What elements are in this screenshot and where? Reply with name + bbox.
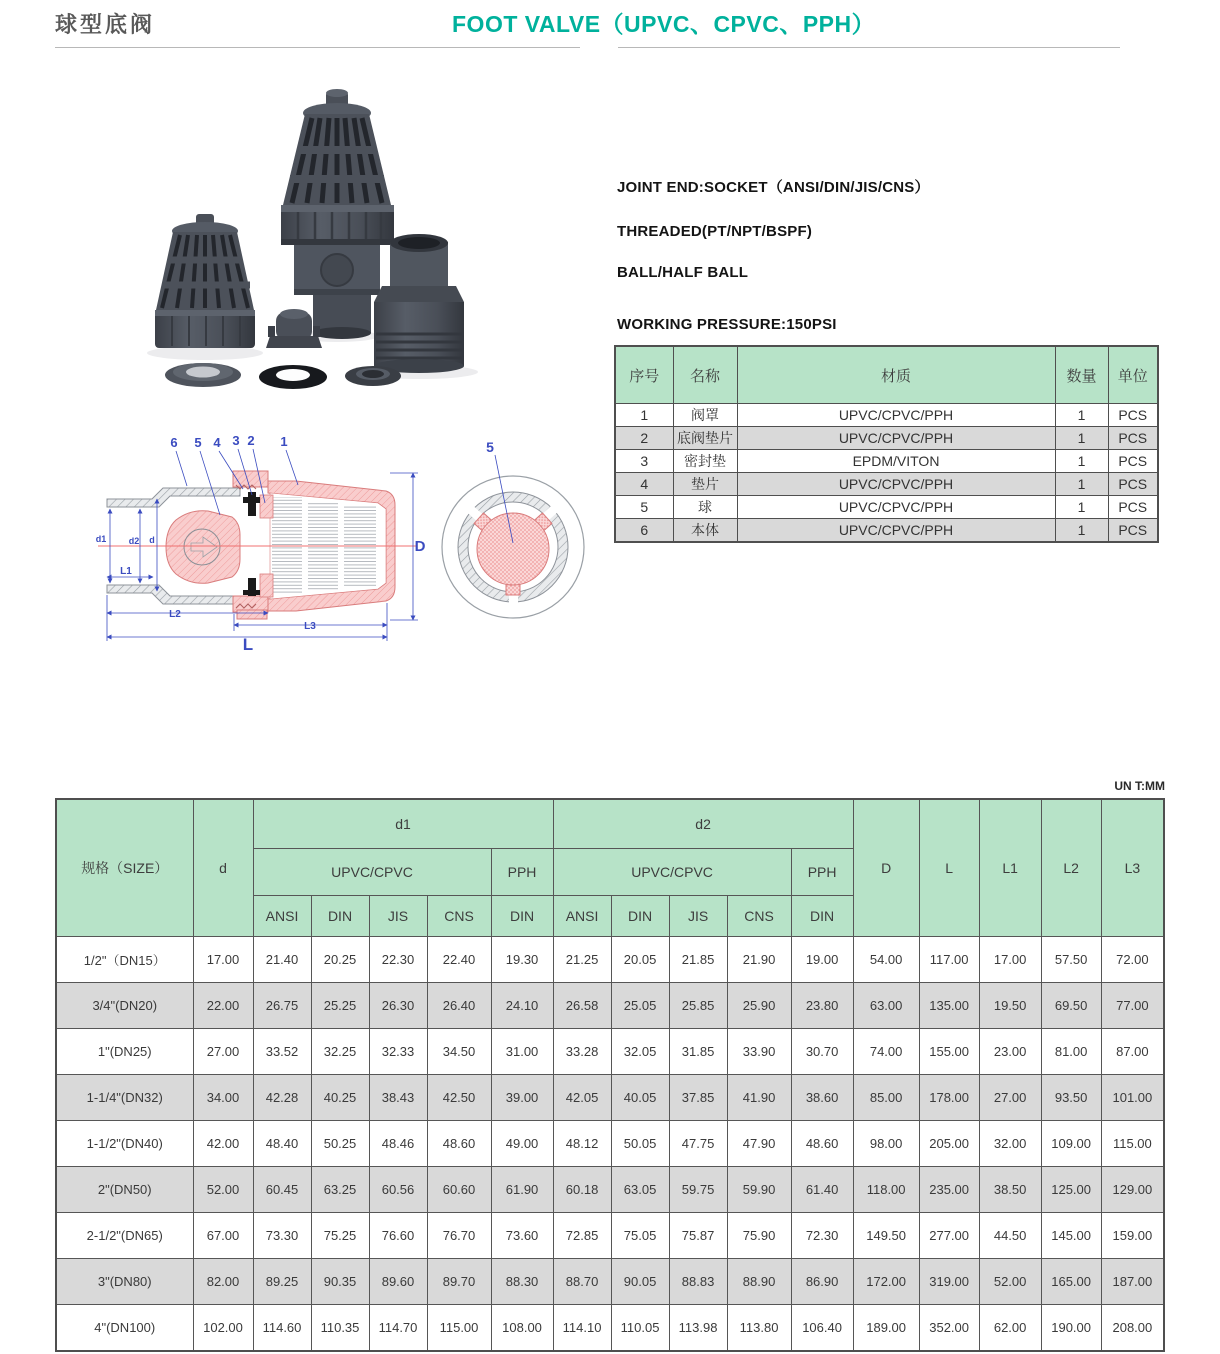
dim-value-cell: 19.00: [791, 937, 853, 983]
dim-label-L: L: [242, 635, 254, 654]
seal-parts: [243, 492, 273, 597]
dim-value-cell: 24.10: [491, 983, 553, 1029]
dim-size-cell: 4"(DN100): [56, 1305, 193, 1352]
dim-value-cell: 59.75: [669, 1167, 727, 1213]
dim-value-cell: 26.75: [253, 983, 311, 1029]
dim-value-cell: 118.00: [853, 1167, 919, 1213]
dim-header-std: DIN: [491, 896, 553, 937]
dim-value-cell: 17.00: [979, 937, 1041, 983]
dim-table-row: [56, 1029, 1164, 1075]
parts-table-cell: 1: [1055, 519, 1108, 543]
dim-value-cell: 113.80: [727, 1305, 791, 1352]
dim-value-cell: 32.05: [611, 1029, 669, 1075]
dim-header-pph-2: PPH: [791, 849, 853, 896]
parts-table-cell: 本体: [673, 519, 737, 543]
dim-value-cell: 110.05: [611, 1305, 669, 1352]
dim-table-row: [56, 937, 1164, 983]
dim-value-cell: 52.00: [979, 1259, 1041, 1305]
dim-header-std: ANSI: [253, 896, 311, 937]
dim-value-cell: 110.35: [311, 1305, 369, 1352]
parts-table-cell: UPVC/CPVC/PPH: [737, 496, 1055, 519]
dim-value-cell: 62.00: [979, 1305, 1041, 1352]
photo-left-strainer: [155, 214, 255, 348]
dim-table-row: [56, 1213, 1164, 1259]
dim-header-upvc-2: UPVC/CPVC: [553, 849, 791, 896]
dim-value-cell: 60.60: [427, 1167, 491, 1213]
parts-header-name: 名称: [673, 346, 737, 404]
dim-value-cell: 26.30: [369, 983, 427, 1029]
dim-table-row: [56, 983, 1164, 1029]
dim-value-cell: 19.30: [491, 937, 553, 983]
parts-table-cell: PCS: [1108, 496, 1158, 519]
dim-value-cell: 42.05: [553, 1075, 611, 1121]
dimensions-table: [55, 798, 1165, 1352]
dim-value-cell: 32.25: [311, 1029, 369, 1075]
end-view: [442, 439, 584, 618]
dim-value-cell: 88.30: [491, 1259, 553, 1305]
dim-value-cell: 75.90: [727, 1213, 791, 1259]
dim-value-cell: 42.28: [253, 1075, 311, 1121]
parts-table-cell: EPDM/VITON: [737, 450, 1055, 473]
dim-value-cell: 48.40: [253, 1121, 311, 1167]
dim-value-cell: 48.12: [553, 1121, 611, 1167]
dim-header-L1: L1: [979, 799, 1041, 937]
dim-size-cell: 1-1/2"(DN40): [56, 1121, 193, 1167]
dim-value-cell: 21.40: [253, 937, 311, 983]
dim-header-size: 规格（SIZE）: [56, 799, 193, 937]
parts-table-row: [615, 473, 1158, 496]
dim-value-cell: 25.90: [727, 983, 791, 1029]
dim-value-cell: 85.00: [853, 1075, 919, 1121]
dim-value-cell: 22.30: [369, 937, 427, 983]
dim-table-row: [56, 1305, 1164, 1352]
dim-value-cell: 159.00: [1101, 1213, 1164, 1259]
part-label: 2: [247, 433, 255, 448]
dim-value-cell: 50.25: [311, 1121, 369, 1167]
parts-table-cell: 1: [1055, 496, 1108, 519]
dim-value-cell: 23.00: [979, 1029, 1041, 1075]
parts-table-cell: 底阀垫片: [673, 427, 737, 450]
dim-header-std: CNS: [427, 896, 491, 937]
dim-value-cell: 59.90: [727, 1167, 791, 1213]
dim-table-row: [56, 1259, 1164, 1305]
dim-header-pph-1: PPH: [491, 849, 553, 896]
dim-header-std: DIN: [791, 896, 853, 937]
dim-header-L3: L3: [1101, 799, 1164, 937]
part-label: 1: [280, 434, 288, 449]
dim-value-cell: 25.25: [311, 983, 369, 1029]
dim-size-cell: 2-1/2"(DN65): [56, 1213, 193, 1259]
dim-value-cell: 352.00: [919, 1305, 979, 1352]
dim-value-cell: 145.00: [1041, 1213, 1101, 1259]
dim-value-cell: 22.00: [193, 983, 253, 1029]
part-label: 4: [213, 435, 221, 450]
title-underline-right: [618, 47, 1120, 48]
dim-header-d2-group: d2: [553, 799, 853, 849]
dim-value-cell: 63.25: [311, 1167, 369, 1213]
parts-table-cell: 垫片: [673, 473, 737, 496]
dim-value-cell: 39.00: [491, 1075, 553, 1121]
dim-value-cell: 40.25: [311, 1075, 369, 1121]
dim-value-cell: 60.56: [369, 1167, 427, 1213]
dim-value-cell: 155.00: [919, 1029, 979, 1075]
dim-value-cell: 49.00: [491, 1121, 553, 1167]
dim-value-cell: 149.50: [853, 1213, 919, 1259]
part-label: 6: [170, 435, 178, 450]
dim-header-std: ANSI: [553, 896, 611, 937]
dim-value-cell: 74.00: [853, 1029, 919, 1075]
parts-table-cell: 球: [673, 496, 737, 519]
parts-table-cell: 1: [615, 404, 673, 427]
dim-table-row: [56, 1167, 1164, 1213]
dim-value-cell: 101.00: [1101, 1075, 1164, 1121]
page-title-cn: 球型底阀: [55, 12, 156, 37]
parts-header-qty: 数量: [1055, 346, 1108, 404]
parts-table-row: [615, 404, 1158, 427]
parts-table-cell: PCS: [1108, 404, 1158, 427]
dim-size-cell: 3"(DN80): [56, 1259, 193, 1305]
parts-table-cell: 5: [615, 496, 673, 519]
dim-value-cell: 319.00: [919, 1259, 979, 1305]
dim-value-cell: 178.00: [919, 1075, 979, 1121]
dim-value-cell: 30.70: [791, 1029, 853, 1075]
dim-value-cell: 109.00: [1041, 1121, 1101, 1167]
dim-value-cell: 47.75: [669, 1121, 727, 1167]
dim-value-cell: 52.00: [193, 1167, 253, 1213]
dim-value-cell: 44.50: [979, 1213, 1041, 1259]
dim-value-cell: 90.35: [311, 1259, 369, 1305]
dim-value-cell: 26.58: [553, 983, 611, 1029]
dim-value-cell: 17.00: [193, 937, 253, 983]
dim-value-cell: 86.90: [791, 1259, 853, 1305]
spec-line-ball: BALL/HALF BALL: [617, 264, 749, 281]
dim-value-cell: 135.00: [919, 983, 979, 1029]
dim-size-cell: 3/4"(DN20): [56, 983, 193, 1029]
dim-value-cell: 75.87: [669, 1213, 727, 1259]
dim-value-cell: 42.00: [193, 1121, 253, 1167]
parts-table-cell: 3: [615, 450, 673, 473]
dim-value-cell: 38.43: [369, 1075, 427, 1121]
dim-value-cell: 25.05: [611, 983, 669, 1029]
dim-value-cell: 75.25: [311, 1213, 369, 1259]
dim-header-std: JIS: [669, 896, 727, 937]
dim-header-std: CNS: [727, 896, 791, 937]
parts-table-cell: PCS: [1108, 427, 1158, 450]
dim-header-upvc-1: UPVC/CPVC: [253, 849, 491, 896]
page-title-en: FOOT VALVE（UPVC、CPVC、PPH）: [452, 11, 876, 37]
dim-value-cell: 60.45: [253, 1167, 311, 1213]
dim-value-cell: 54.00: [853, 937, 919, 983]
parts-table-row: [615, 496, 1158, 519]
dim-value-cell: 47.90: [727, 1121, 791, 1167]
dim-value-cell: 76.70: [427, 1213, 491, 1259]
dim-value-cell: 89.25: [253, 1259, 311, 1305]
dim-value-cell: 61.90: [491, 1167, 553, 1213]
dim-value-cell: 50.05: [611, 1121, 669, 1167]
dim-value-cell: 21.25: [553, 937, 611, 983]
parts-table-cell: PCS: [1108, 473, 1158, 496]
spec-line-pressure: WORKING PRESSURE:150PSI: [617, 316, 837, 333]
dim-value-cell: 129.00: [1101, 1167, 1164, 1213]
parts-table-cell: UPVC/CPVC/PPH: [737, 519, 1055, 543]
dim-value-cell: 113.98: [669, 1305, 727, 1352]
dim-value-cell: 88.83: [669, 1259, 727, 1305]
parts-header-material: 材质: [737, 346, 1055, 404]
dim-header-d1-group: d1: [253, 799, 553, 849]
dim-value-cell: 31.00: [491, 1029, 553, 1075]
dim-value-cell: 114.70: [369, 1305, 427, 1352]
dim-value-cell: 48.60: [427, 1121, 491, 1167]
unit-note: UN T:MM: [1114, 779, 1165, 793]
dim-value-cell: 72.85: [553, 1213, 611, 1259]
dim-header-D: D: [853, 799, 919, 937]
dim-value-cell: 48.60: [791, 1121, 853, 1167]
dim-value-cell: 88.90: [727, 1259, 791, 1305]
technical-drawing: [80, 425, 620, 660]
dim-value-cell: 40.05: [611, 1075, 669, 1121]
dim-label-d: d: [149, 535, 155, 545]
dim-value-cell: 72.00: [1101, 937, 1164, 983]
parts-table-cell: UPVC/CPVC/PPH: [737, 404, 1055, 427]
dim-value-cell: 87.00: [1101, 1029, 1164, 1075]
parts-table-cell: 阀罩: [673, 404, 737, 427]
dim-value-cell: 114.60: [253, 1305, 311, 1352]
parts-table-row: [615, 519, 1158, 543]
dim-header-std: DIN: [311, 896, 369, 937]
dim-value-cell: 106.40: [791, 1305, 853, 1352]
dim-value-cell: 25.85: [669, 983, 727, 1029]
dim-value-cell: 73.60: [491, 1213, 553, 1259]
dim-table-row: [56, 1121, 1164, 1167]
dim-value-cell: 23.80: [791, 983, 853, 1029]
dim-value-cell: 190.00: [1041, 1305, 1101, 1352]
dim-value-cell: 114.10: [553, 1305, 611, 1352]
part-label: 3: [232, 433, 240, 448]
title-underline-left: [55, 47, 580, 48]
dim-value-cell: 33.28: [553, 1029, 611, 1075]
dim-size-cell: 1/2"（DN15）: [56, 937, 193, 983]
dim-value-cell: 73.30: [253, 1213, 311, 1259]
dim-value-cell: 77.00: [1101, 983, 1164, 1029]
dim-value-cell: 21.90: [727, 937, 791, 983]
dim-value-cell: 48.46: [369, 1121, 427, 1167]
spec-block: [617, 176, 1165, 333]
dim-value-cell: 89.70: [427, 1259, 491, 1305]
dim-size-cell: 1"(DN25): [56, 1029, 193, 1075]
dim-value-cell: 98.00: [853, 1121, 919, 1167]
dim-value-cell: 38.60: [791, 1075, 853, 1121]
dim-value-cell: 108.00: [491, 1305, 553, 1352]
parts-table-cell: 4: [615, 473, 673, 496]
dim-value-cell: 34.50: [427, 1029, 491, 1075]
dim-value-cell: 205.00: [919, 1121, 979, 1167]
parts-table-cell: UPVC/CPVC/PPH: [737, 473, 1055, 496]
dim-value-cell: 72.30: [791, 1213, 853, 1259]
parts-table-cell: 2: [615, 427, 673, 450]
parts-table-cell: PCS: [1108, 450, 1158, 473]
dim-value-cell: 20.25: [311, 937, 369, 983]
dim-value-cell: 76.60: [369, 1213, 427, 1259]
photo-adapter: [374, 234, 464, 373]
dim-value-cell: 26.40: [427, 983, 491, 1029]
part-label: 5: [194, 435, 202, 450]
parts-table-cell: 1: [1055, 404, 1108, 427]
parts-table-cell: 6: [615, 519, 673, 543]
dim-value-cell: 172.00: [853, 1259, 919, 1305]
dim-label-d2: d2: [128, 536, 140, 546]
dim-value-cell: 115.00: [1101, 1121, 1164, 1167]
dim-value-cell: 61.40: [791, 1167, 853, 1213]
dim-value-cell: 41.90: [727, 1075, 791, 1121]
parts-header-no: 序号: [615, 346, 673, 404]
dim-value-cell: 31.85: [669, 1029, 727, 1075]
dim-value-cell: 93.50: [1041, 1075, 1101, 1121]
parts-table-row: [615, 450, 1158, 473]
dim-value-cell: 102.00: [193, 1305, 253, 1352]
dim-label-d1: d1: [95, 534, 107, 544]
dim-value-cell: 63.00: [853, 983, 919, 1029]
dim-value-cell: 88.70: [553, 1259, 611, 1305]
dim-value-cell: 19.50: [979, 983, 1041, 1029]
dim-value-cell: 82.00: [193, 1259, 253, 1305]
dim-value-cell: 27.00: [193, 1029, 253, 1075]
dim-value-cell: 67.00: [193, 1213, 253, 1259]
dim-value-cell: 189.00: [853, 1305, 919, 1352]
spec-line-threaded: THREADED(PT/NPT/BSPF): [617, 223, 813, 240]
dim-value-cell: 57.50: [1041, 937, 1101, 983]
parts-table-cell: UPVC/CPVC/PPH: [737, 427, 1055, 450]
parts-table-cell: PCS: [1108, 519, 1158, 543]
dim-value-cell: 63.05: [611, 1167, 669, 1213]
dim-value-cell: 125.00: [1041, 1167, 1101, 1213]
dim-value-cell: 208.00: [1101, 1305, 1164, 1352]
dim-value-cell: 115.00: [427, 1305, 491, 1352]
product-photo: [60, 80, 580, 420]
dim-value-cell: 22.40: [427, 937, 491, 983]
dim-value-cell: 75.05: [611, 1213, 669, 1259]
dim-size-cell: 1-1/4"(DN32): [56, 1075, 193, 1121]
dim-header-std: DIN: [611, 896, 669, 937]
dim-table-row: [56, 1075, 1164, 1121]
parts-table: [614, 345, 1159, 543]
spec-line-joint-end: JOINT END:SOCKET（ANSI/DIN/JIS/CNS）: [617, 179, 930, 196]
dim-header-std: JIS: [369, 896, 427, 937]
photo-gaskets: [165, 363, 401, 389]
ball-section: [166, 511, 240, 584]
dim-value-cell: 60.18: [553, 1167, 611, 1213]
parts-table-row: [615, 427, 1158, 450]
dim-value-cell: 34.00: [193, 1075, 253, 1121]
dim-value-cell: 21.85: [669, 937, 727, 983]
parts-table-cell: 密封垫: [673, 450, 737, 473]
dim-value-cell: 187.00: [1101, 1259, 1164, 1305]
dim-value-cell: 117.00: [919, 937, 979, 983]
dim-value-cell: 32.33: [369, 1029, 427, 1075]
dim-value-cell: 81.00: [1041, 1029, 1101, 1075]
dim-label-L2: L2: [169, 609, 181, 620]
end-view-label: 5: [486, 439, 494, 455]
parts-table-cell: 1: [1055, 427, 1108, 450]
dim-value-cell: 42.50: [427, 1075, 491, 1121]
parts-table-cell: 1: [1055, 473, 1108, 496]
dim-value-cell: 20.05: [611, 937, 669, 983]
dim-value-cell: 165.00: [1041, 1259, 1101, 1305]
dim-value-cell: 32.00: [979, 1121, 1041, 1167]
dim-header-L: L: [919, 799, 979, 937]
dim-label-L1: L1: [120, 566, 132, 577]
parts-header-unit: 单位: [1108, 346, 1158, 404]
dim-value-cell: 33.52: [253, 1029, 311, 1075]
dim-value-cell: 277.00: [919, 1213, 979, 1259]
dim-value-cell: 37.85: [669, 1075, 727, 1121]
parts-header-row: [615, 346, 1158, 404]
dim-value-cell: 89.60: [369, 1259, 427, 1305]
dim-header-row1: [56, 799, 1164, 849]
dim-label-D: D: [414, 538, 426, 555]
dim-value-cell: 27.00: [979, 1075, 1041, 1121]
dim-header-d: d: [193, 799, 253, 937]
dim-value-cell: 235.00: [919, 1167, 979, 1213]
parts-table-cell: 1: [1055, 450, 1108, 473]
dim-value-cell: 33.90: [727, 1029, 791, 1075]
dim-value-cell: 38.50: [979, 1167, 1041, 1213]
dim-value-cell: 90.05: [611, 1259, 669, 1305]
dim-header-L2: L2: [1041, 799, 1101, 937]
dim-label-L3: L3: [304, 621, 316, 632]
dim-size-cell: 2"(DN50): [56, 1167, 193, 1213]
dim-value-cell: 69.50: [1041, 983, 1101, 1029]
